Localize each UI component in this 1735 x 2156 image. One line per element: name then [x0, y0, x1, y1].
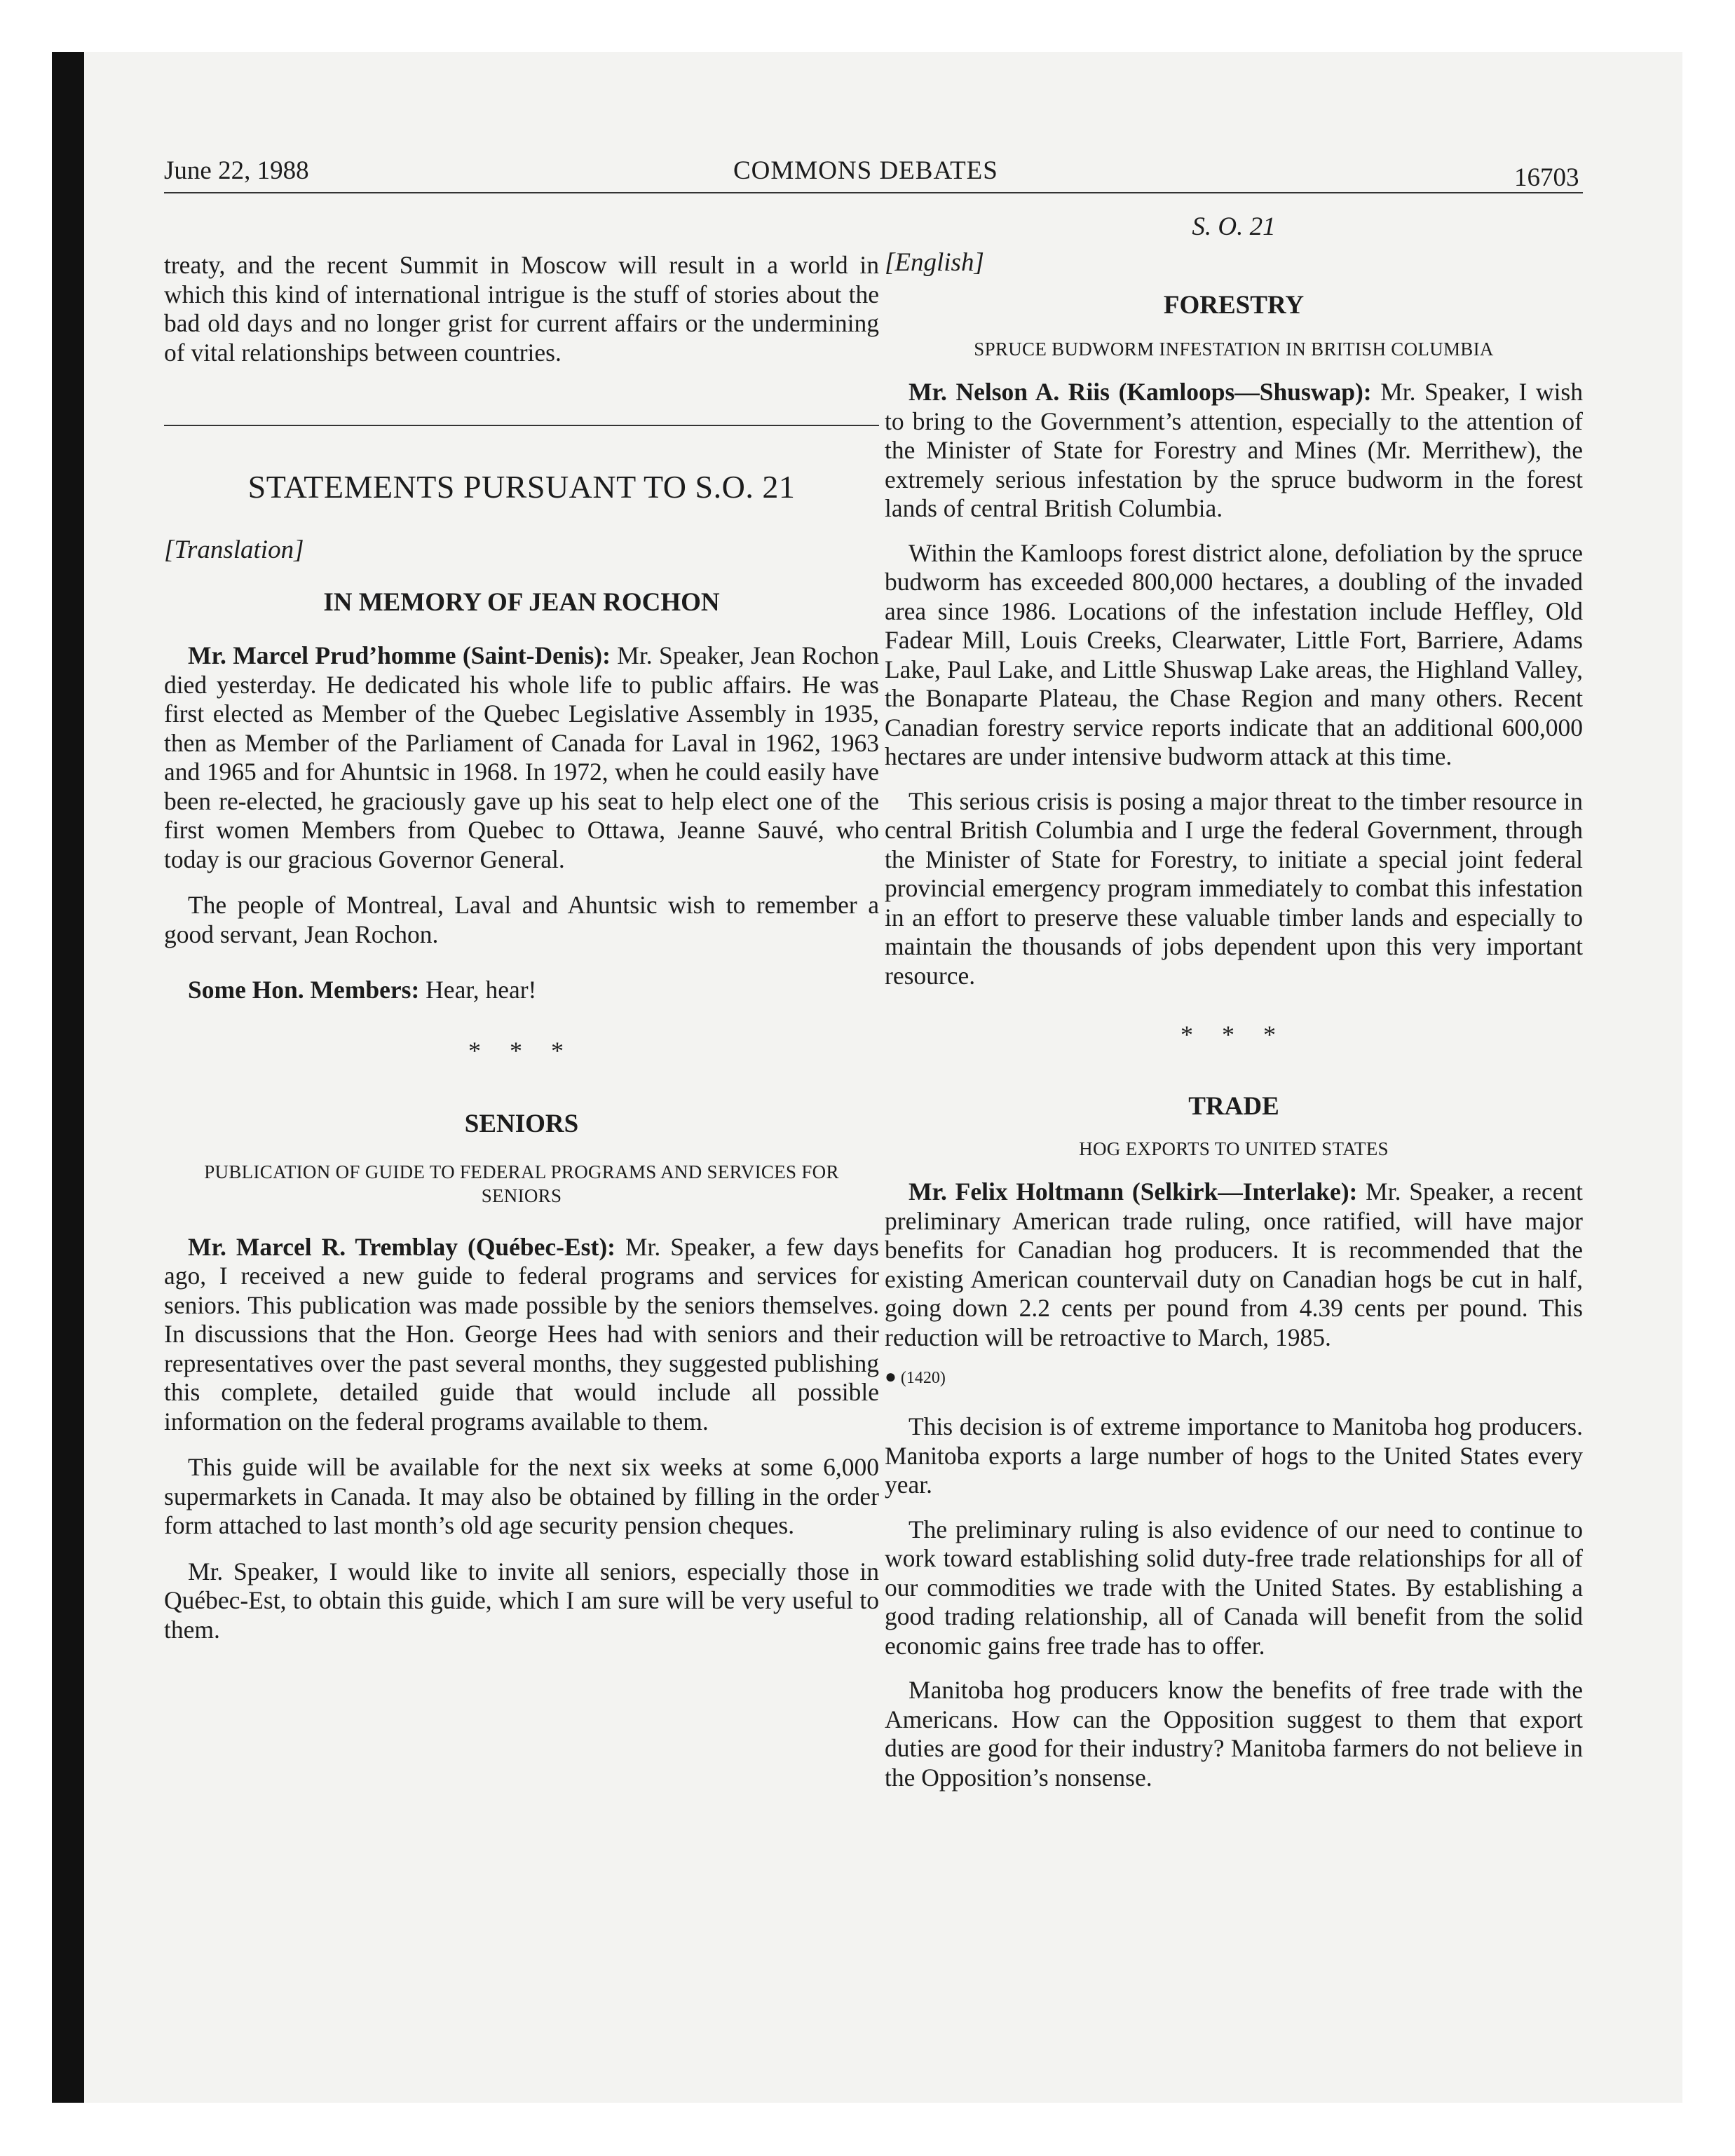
- speech-paragraph: This serious crisis is posing a major threat to the timber resource in central British Columbia and I urge the federal Government, through the Minister of State for Forestry, to initiate a special joint federal provincial emergency program immediately to combat this infestation in an effort to preserve these valuable timber lands and especially to maintain the thousands of jobs dependent upon this very important resource.: [885, 786, 1583, 990]
- left-column: [164, 203, 879, 1644]
- subheading-seniors: PUBLICATION OF GUIDE TO FEDERAL PROGRAMS AND SERVICES FOR SENIORS: [204, 1161, 839, 1206]
- speech-text: Mr. Speaker, a recent preliminary American trade ruling, once ratified, will have major benefits for Canadian hog producers. It is recommended that the existing American countervail duty on Canadian hogs be cut in half, going down 2.2 cents per pound from 4.39 cents per pound. This reduction will be retroactive to March, 1985.: [885, 1178, 1583, 1351]
- header-date: June 22, 1988: [164, 156, 309, 185]
- heading-rochon: IN MEMORY OF JEAN ROCHON: [323, 588, 720, 617]
- speech-paragraph: The preliminary ruling is also evidence of our need to continue to work toward establishing solid duty-free trade relationships for all of our commodities we trade with the United States. By establishing a good trading relationship, all of Canada will benefit from the solid economic gains free trade has to offer.: [885, 1515, 1583, 1660]
- heading-forestry: FORESTRY: [1163, 291, 1305, 320]
- english-label: [English]: [885, 248, 984, 277]
- speech-text: Mr. Speaker, I wish to bring to the Government’s attention, especially to the attention of the Minister of State for Forestry and Mines (Mr. Merrithew), the extremely serious infestation by the spruce budworm in the forest lands of central British Columbia.: [885, 378, 1583, 522]
- header-page-number: 16703: [1514, 163, 1579, 192]
- timestamp: [885, 1366, 1583, 1389]
- speaker-name: Mr. Nelson A. Riis (Kamloops—Shuswap):: [909, 378, 1372, 406]
- section-title: STATEMENTS PURSUANT TO S.O. 21: [247, 469, 796, 505]
- speaker-name: Some Hon. Members:: [188, 976, 420, 1004]
- heading-seniors: SENIORS: [464, 1109, 579, 1138]
- header-rule: [164, 192, 1583, 193]
- speech-paragraph: The people of Montreal, Laval and Ahuntsic wish to remember a good servant, Jean Rochon.: [164, 891, 879, 948]
- speaker-name: Mr. Marcel R. Tremblay (Québec-Est):: [188, 1232, 615, 1261]
- speech-paragraph: Manitoba hog producers know the benefits of free trade with the Americans. How can the Opposition suggest to them that export duties are good for their industry? Manitoba farmers do not believe in the Opposition’s nonsense.: [885, 1676, 1583, 1792]
- continuation-text: treaty, and the recent Summit in Moscow will result in a world in which this kind of international intrigue is the stuff of stories about the bad old days and no longer grist for current affairs or the undermining of vital relationships between countries.: [164, 251, 879, 367]
- timestamp-text: (1420): [900, 1369, 946, 1387]
- speaker-name: Mr. Marcel Prud’homme (Saint-Denis):: [188, 641, 611, 669]
- header-title: COMMONS DEBATES: [733, 156, 998, 185]
- subheading-trade: HOG EXPORTS TO UNITED STATES: [1079, 1138, 1389, 1159]
- section-separator: * * *: [468, 1036, 575, 1065]
- speech-paragraph: This guide will be available for the next six weeks at some 6,000 supermarkets in Canada. It may also be obtained by filling in the order form attached to last month’s old age security pension cheques.: [164, 1453, 879, 1539]
- interjection: [164, 976, 879, 1005]
- right-column: [885, 203, 1583, 1792]
- speech-text: Mr. Speaker, a few days ago, I received a new guide to federal programs and services for seniors. This publication was made possible by the seniors themselves. In discussions that the Hon. George Hees had with seniors and their representatives over the past several months, they suggested publishing this complete, detailed guide that would include all possible information on the federal programs available to them.: [164, 1232, 879, 1435]
- speech-paragraph: This decision is of extreme importance to Manitoba hog producers. Manitoba exports a large number of hogs to the United States every year.: [885, 1412, 1583, 1499]
- subheading-forestry: SPRUCE BUDWORM INFESTATION IN BRITISH COLUMBIA: [974, 339, 1494, 360]
- speech-rochon: [164, 641, 879, 874]
- heading-trade: TRADE: [1188, 1092, 1279, 1121]
- speech-paragraph: Within the Kamloops forest district alone, defoliation by the spruce budworm has exceeded 800,000 hectares, a doubling of the invaded area since 1986. Locations of the infestation include Heffley, Old Fadear Mill, Louis Creeks, Clearwater, Little Fort, Barriere, Adams Lake, Paul Lake, and Little Shuswap Lake areas, the Highland Valley, the Bonaparte Plateau, the Chase Region and many others. Recent Canadian forestry service reports indicate that an additional 600,000 hectares are under intensive budworm attack at this time.: [885, 538, 1583, 770]
- speaker-name: Mr. Felix Holtmann (Selkirk—Interlake):: [909, 1178, 1358, 1206]
- standing-order-label: S. O. 21: [1192, 212, 1276, 241]
- binding-edge: [52, 52, 84, 2103]
- interjection-text: Hear, hear!: [426, 976, 537, 1004]
- speech-riis: [885, 378, 1583, 524]
- section-divider: [164, 425, 879, 426]
- section-separator: * * *: [1181, 1021, 1287, 1049]
- speech-holtmann: [885, 1178, 1583, 1352]
- speech-tremblay: [164, 1233, 879, 1437]
- translation-label: [Translation]: [164, 535, 304, 564]
- speech-paragraph: Mr. Speaker, I would like to invite all seniors, especially those in Québec-Est, to obtain this guide, which I am sure will be very useful to them.: [164, 1557, 879, 1644]
- bullet-icon: ●: [885, 1366, 897, 1388]
- speech-text: Mr. Speaker, Jean Rochon died yesterday. He dedicated his whole life to public affairs. He was first elected as Member of the Quebec Legislative Assembly in 1935, then as Member of the Parliament of Canada for Laval in 1962, 1963 and 1965 and for Ahuntsic in 1968. In 1972, when he could easily have been re-elected, he graciously gave up his seat to help elect one of the first women Members from Quebec to Ottawa, Jeanne Sauvé, who today is our gracious Governor General.: [164, 641, 880, 873]
